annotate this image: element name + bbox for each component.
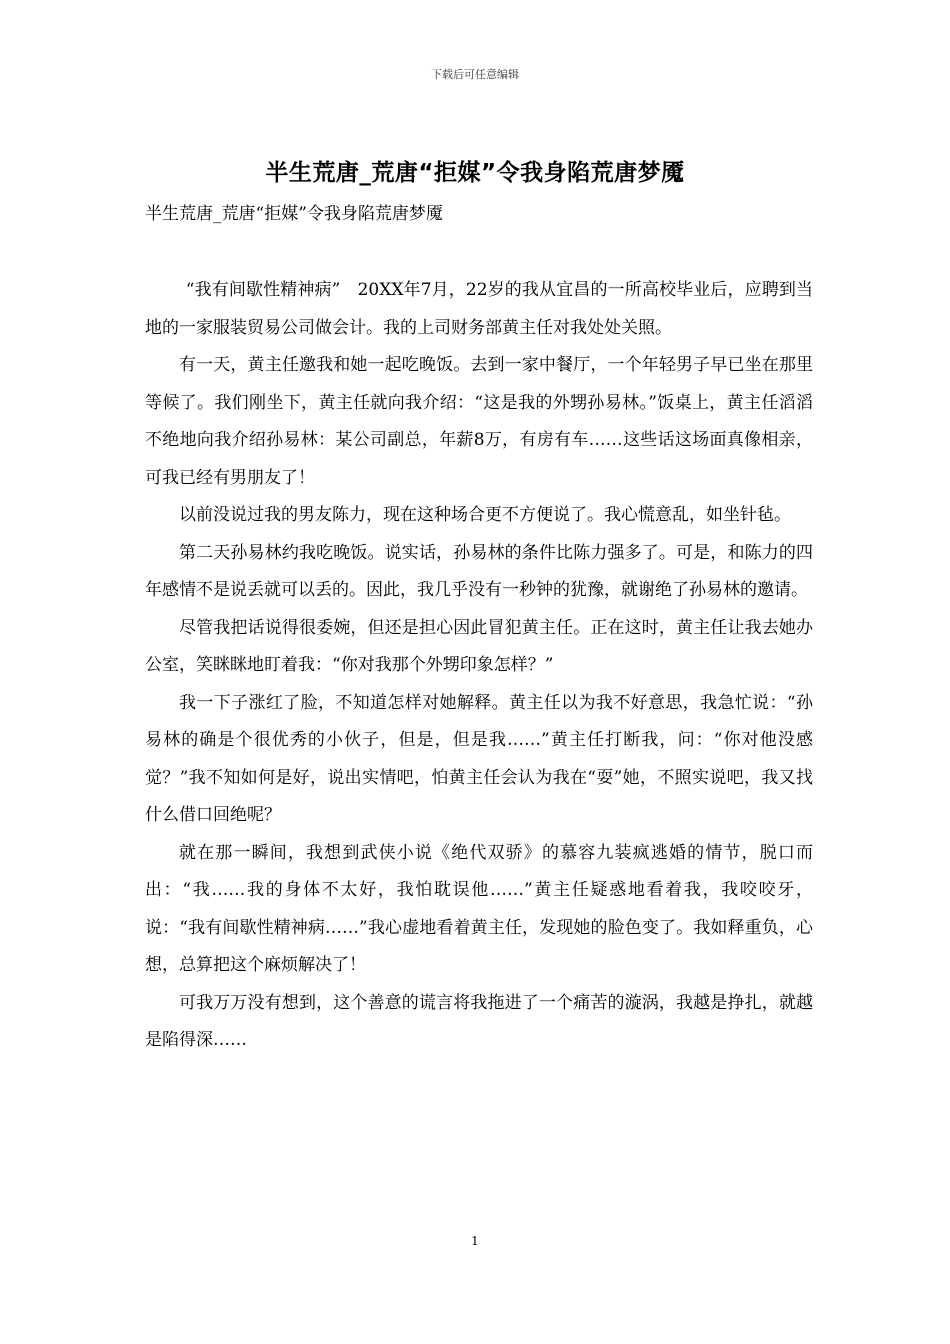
document-subtitle: 半生荒唐_荒唐“拒媒”令我身陷荒唐梦魇	[145, 204, 443, 224]
paragraph: “我有间歇性精神病” 20XX年7月，22岁的我从宜昌的一所高校毕业后，应聘到当地的一家服装贸易公司做会计。我的上司财务部黄主任对我处处关照。	[145, 280, 813, 338]
paragraph: 可我万万没有想到，这个善意的谎言将我拖进了一个痛苦的漩涡，我越是挣扎，就越是陷得深……	[145, 992, 813, 1050]
paragraph: 就在那一瞬间，我想到武侠小说《绝代双骄》的慕容九装疯逃婚的情节，脱口而出：“我……我的身体不太好，我怕耽误他……”黄主任疑惑地看着我，我咬咬牙，说：“我有间歇性精神病……”我心虚地看着黄主任，发现她的脸色变了。我如释重负，心想，总算把这个麻烦解决了！	[145, 842, 813, 975]
document-body	[145, 272, 813, 1060]
paragraph: 我一下子涨红了脸，不知道怎样对她解释。黄主任以为我不好意思，我急忙说：“孙易林的确是个很优秀的小伙子，但是，但是我……”黄主任打断我，问：“你对他没感觉？”我不知如何是好，说出实情吧，怕黄主任会认为我在“耍”她，不照实说吧，我又找什么借口回绝呢？	[145, 692, 813, 825]
paragraph: 有一天，黄主任邀我和她一起吃晚饭。去到一家中餐厅，一个年轻男子早已坐在那里等候了。我们刚坐下，黄主任就向我介绍：“这是我的外甥孙易林。”饭桌上，黄主任滔滔不绝地向我介绍孙易林：某公司副总，年薪8万，有房有车……这些话这场面真像相亲，可我已经有男朋友了！	[145, 355, 813, 488]
header-note: 下载后可任意编辑	[431, 68, 519, 81]
document-title: 半生荒唐_荒唐“拒媒”令我身陷荒唐梦魇	[265, 160, 685, 186]
paragraph: 第二天孙易林约我吃晚饭。说实话，孙易林的条件比陈力强多了。可是，和陈力的四年感情不是说丢就可以丢的。因此，我几乎没有一秒钟的犹豫，就谢绝了孙易林的邀请。	[145, 542, 813, 600]
paragraph: 以前没说过我的男友陈力，现在这种场合更不方便说了。我心慌意乱，如坐针毡。	[179, 505, 791, 525]
page-number: 1	[471, 1234, 479, 1248]
paragraph: 尽管我把话说得很委婉，但还是担心因此冒犯黄主任。正在这时，黄主任让我去她办公室，笑眯眯地盯着我：“你对我那个外甥印象怎样？”	[145, 617, 813, 675]
